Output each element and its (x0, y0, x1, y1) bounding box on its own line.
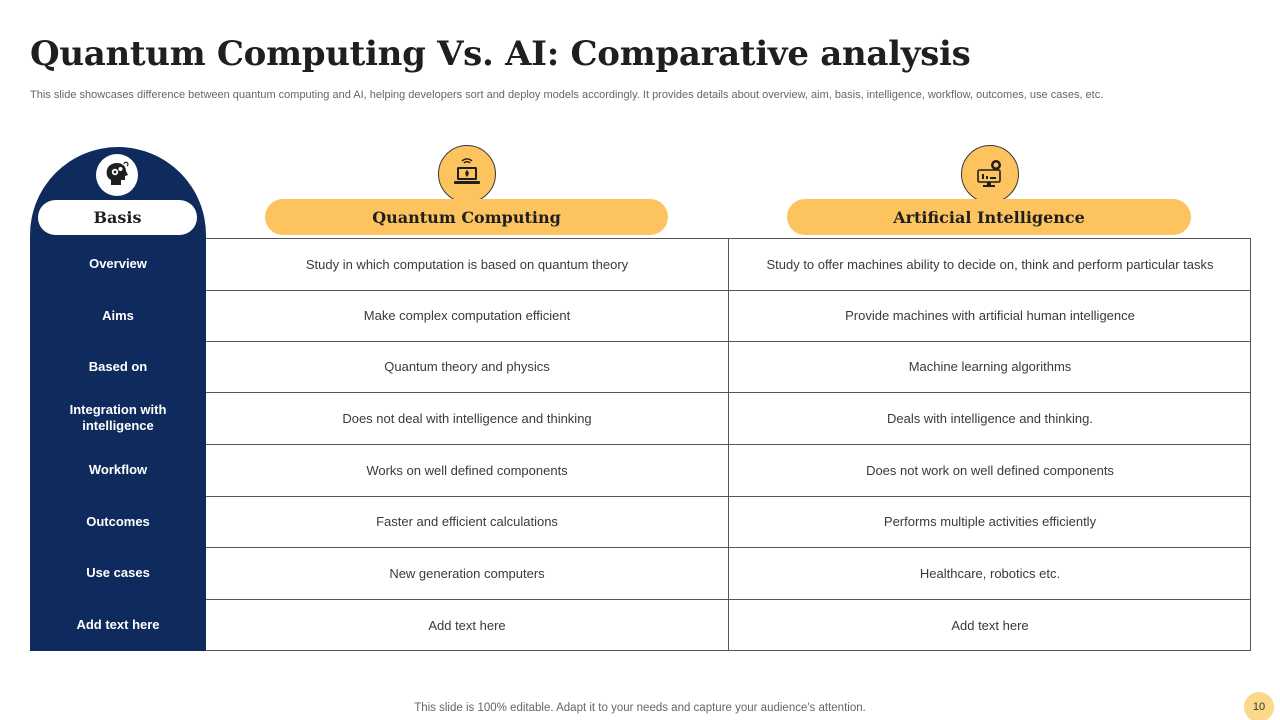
cell-quantum-add-text: Add text here (428, 617, 506, 633)
slide-subtitle: This slide showcases difference between quantum computing and AI, helping developers sort and deploy models accordingly. It provides details about overview, aim, basis, intelligence, workflow, outcomes, use cases, etc. (30, 89, 1104, 101)
monitor-brain-chart-icon (961, 145, 1019, 203)
cell-quantum-overview: Study in which computation is based on quantum theory (305, 256, 629, 272)
head-gears-icon (96, 154, 138, 196)
column-header-quantum: Quantum Computing (265, 199, 668, 235)
cell-quantum-use-cases: New generation computers (389, 565, 545, 581)
row-label-use-cases: Use cases (86, 565, 150, 580)
cell-quantum-based-on: Quantum theory and physics (384, 359, 550, 374)
cell-quantum-integration: Does not deal with intelligence and thinking (342, 410, 592, 426)
cell-quantum-outcomes: Faster and efficient calculations (376, 514, 558, 529)
row-label-integration: Integration with intelligence (69, 402, 167, 433)
cell-ai-integration: Deals with intelligence and thinking. (887, 410, 1093, 426)
row-label-add-text: Add text here (76, 617, 160, 632)
row-label-aims: Aims (102, 307, 134, 323)
cell-ai-based-on: Machine learning algorithms (908, 359, 1072, 374)
row-label-outcomes: Outcomes (86, 513, 150, 529)
slide-title: Quantum Computing Vs. AI: Comparative analysis (30, 34, 971, 74)
cell-ai-use-cases: Healthcare, robotics etc. (919, 565, 1061, 581)
column-header-ai: Artificial Intelligence (787, 199, 1191, 235)
basis-header: Basis (38, 200, 197, 235)
row-label-overview: Overview (89, 256, 147, 271)
cell-ai-workflow: Does not work on well defined components (866, 462, 1114, 478)
cell-ai-aims: Provide machines with artificial human intelligence (845, 308, 1135, 323)
page-number: 10 (1244, 692, 1274, 720)
cell-ai-overview: Study to offer machines ability to decide on, think and perform particular tasks (766, 256, 1214, 272)
cell-ai-add-text: Add text here (951, 617, 1029, 633)
row-label-based-on: Based on (88, 358, 148, 374)
row-label-workflow: Workflow (88, 462, 148, 477)
laptop-atom-icon (438, 145, 496, 203)
cell-quantum-aims: Make complex computation efficient (363, 308, 571, 323)
cell-ai-outcomes: Performs multiple activities efficiently (883, 514, 1097, 529)
cell-quantum-workflow: Works on well defined components (366, 462, 568, 478)
slide-footer: This slide is 100% editable. Adapt it to your needs and capture your audience's attention. (414, 702, 866, 714)
